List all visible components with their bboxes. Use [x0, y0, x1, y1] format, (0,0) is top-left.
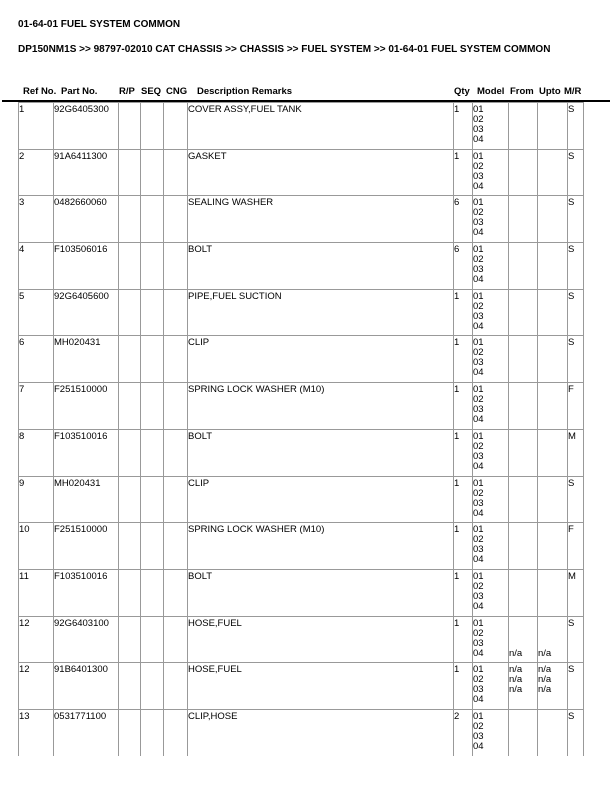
part-no-cell: F103506016	[54, 243, 119, 290]
qty-cell: 1	[454, 149, 473, 196]
cng-cell	[164, 196, 188, 243]
table-row	[19, 569, 584, 616]
column-header-part-no: Part No.	[61, 86, 98, 97]
column-header-qty: Qty	[454, 86, 470, 97]
upto-cell	[538, 149, 568, 196]
mr-cell: S	[568, 103, 584, 150]
table-row	[19, 383, 584, 430]
seq-cell	[141, 336, 164, 383]
rp-cell	[119, 616, 141, 663]
part-no-cell: 92G6405300	[54, 103, 119, 150]
breadcrumb: DP150NM1S >> 98797-02010 CAT CHASSIS >> CHASSIS >> FUEL SYSTEM >> 01-64-01 FUEL SYSTEM COMMON	[18, 44, 551, 55]
description-cell: BOLT	[188, 429, 454, 476]
rp-cell	[119, 383, 141, 430]
description-cell: BOLT	[188, 569, 454, 616]
mr-cell: F	[568, 523, 584, 570]
qty-cell: 1	[454, 103, 473, 150]
description-cell: HOSE,FUEL	[188, 616, 454, 663]
upto-cell	[538, 383, 568, 430]
column-header-seq: SEQ	[141, 86, 162, 97]
description-cell: CLIP	[188, 476, 454, 523]
upto-cell	[538, 243, 568, 290]
seq-cell	[141, 243, 164, 290]
qty-cell: 6	[454, 196, 473, 243]
rp-cell	[119, 289, 141, 336]
qty-cell: 1	[454, 429, 473, 476]
description-cell: SEALING WASHER	[188, 196, 454, 243]
model-cell: 01 02 03 04	[473, 523, 509, 570]
cng-cell	[164, 289, 188, 336]
model-cell: 01 02 03 04	[473, 289, 509, 336]
parts-table	[18, 102, 584, 756]
part-no-cell: 0531771100	[54, 709, 119, 756]
from-cell: n/a	[509, 616, 538, 663]
cng-cell	[164, 243, 188, 290]
page-title: 01-64-01 FUEL SYSTEM COMMON	[18, 19, 181, 30]
column-header-model: Model	[477, 86, 505, 97]
model-cell: 01 02 03 04	[473, 149, 509, 196]
upto-cell	[538, 103, 568, 150]
cng-cell	[164, 569, 188, 616]
description-cell: CLIP	[188, 336, 454, 383]
table-row	[19, 196, 584, 243]
cng-cell	[164, 429, 188, 476]
rp-cell	[119, 149, 141, 196]
upto-cell: n/a n/a n/a	[538, 663, 568, 710]
ref-no-cell: 7	[19, 383, 54, 430]
from-cell	[509, 243, 538, 290]
qty-cell: 1	[454, 663, 473, 710]
qty-cell: 1	[454, 569, 473, 616]
rp-cell	[119, 103, 141, 150]
mr-cell: S	[568, 476, 584, 523]
description-cell: HOSE,FUEL	[188, 663, 454, 710]
seq-cell	[141, 103, 164, 150]
qty-cell: 1	[454, 476, 473, 523]
mr-cell: S	[568, 149, 584, 196]
seq-cell	[141, 569, 164, 616]
table-row	[19, 429, 584, 476]
upto-cell	[538, 709, 568, 756]
ref-no-cell: 5	[19, 289, 54, 336]
ref-no-cell: 1	[19, 103, 54, 150]
seq-cell	[141, 663, 164, 710]
part-no-cell: F251510000	[54, 383, 119, 430]
from-cell	[509, 196, 538, 243]
model-cell: 01 02 03 04	[473, 569, 509, 616]
table-column-headers	[18, 86, 583, 97]
model-cell: 01 02 03 04	[473, 709, 509, 756]
part-no-cell: 91A6411300	[54, 149, 119, 196]
seq-cell	[141, 383, 164, 430]
seq-cell	[141, 196, 164, 243]
mr-cell: M	[568, 429, 584, 476]
ref-no-cell: 12	[19, 616, 54, 663]
mr-cell: S	[568, 616, 584, 663]
from-cell	[509, 103, 538, 150]
ref-no-cell: 13	[19, 709, 54, 756]
ref-no-cell: 9	[19, 476, 54, 523]
qty-cell: 1	[454, 523, 473, 570]
qty-cell: 1	[454, 336, 473, 383]
model-cell: 01 02 03 04	[473, 476, 509, 523]
seq-cell	[141, 616, 164, 663]
mr-cell: S	[568, 709, 584, 756]
table-row	[19, 709, 584, 756]
seq-cell	[141, 709, 164, 756]
table-row	[19, 523, 584, 570]
from-cell	[509, 149, 538, 196]
cng-cell	[164, 616, 188, 663]
description-cell: SPRING LOCK WASHER (M10)	[188, 383, 454, 430]
from-cell	[509, 476, 538, 523]
model-cell: 01 02 03 04	[473, 429, 509, 476]
model-cell: 01 02 03 04	[473, 383, 509, 430]
cng-cell	[164, 383, 188, 430]
upto-cell	[538, 289, 568, 336]
cng-cell	[164, 149, 188, 196]
qty-cell: 1	[454, 383, 473, 430]
seq-cell	[141, 289, 164, 336]
table-row	[19, 336, 584, 383]
rp-cell	[119, 709, 141, 756]
ref-no-cell: 4	[19, 243, 54, 290]
part-no-cell: F251510000	[54, 523, 119, 570]
mr-cell: S	[568, 289, 584, 336]
upto-cell	[538, 569, 568, 616]
seq-cell	[141, 429, 164, 476]
from-cell	[509, 569, 538, 616]
upto-cell	[538, 429, 568, 476]
description-cell: SPRING LOCK WASHER (M10)	[188, 523, 454, 570]
parts-table-body	[19, 103, 584, 757]
column-header-ref-no: Ref No.	[23, 86, 57, 97]
part-no-cell: MH020431	[54, 476, 119, 523]
upto-cell	[538, 196, 568, 243]
mr-cell: S	[568, 663, 584, 710]
cng-cell	[164, 709, 188, 756]
description-cell: PIPE,FUEL SUCTION	[188, 289, 454, 336]
model-cell: 01 02 03 04	[473, 336, 509, 383]
rp-cell	[119, 523, 141, 570]
cng-cell	[164, 336, 188, 383]
column-header-cng: CNG	[166, 86, 188, 97]
from-cell: n/a n/a n/a	[509, 663, 538, 710]
column-header-upto: Upto	[539, 86, 561, 97]
part-no-cell: 91B6401300	[54, 663, 119, 710]
description-cell: COVER ASSY,FUEL TANK	[188, 103, 454, 150]
mr-cell: M	[568, 569, 584, 616]
ref-no-cell: 2	[19, 149, 54, 196]
column-header-mr: M/R	[564, 86, 582, 97]
table-row	[19, 243, 584, 290]
mr-cell: F	[568, 383, 584, 430]
mr-cell: S	[568, 336, 584, 383]
rp-cell	[119, 196, 141, 243]
rp-cell	[119, 663, 141, 710]
qty-cell: 1	[454, 289, 473, 336]
model-cell: 01 02 03 04	[473, 103, 509, 150]
rp-cell	[119, 243, 141, 290]
part-no-cell: 92G6403100	[54, 616, 119, 663]
model-cell: 01 02 03 04	[473, 663, 509, 710]
part-no-cell: F103510016	[54, 429, 119, 476]
upto-cell: n/a	[538, 616, 568, 663]
table-row	[19, 616, 584, 663]
table-row	[19, 663, 584, 710]
from-cell	[509, 336, 538, 383]
qty-cell: 2	[454, 709, 473, 756]
ref-no-cell: 12	[19, 663, 54, 710]
model-cell: 01 02 03 04	[473, 196, 509, 243]
ref-no-cell: 8	[19, 429, 54, 476]
rp-cell	[119, 336, 141, 383]
ref-no-cell: 11	[19, 569, 54, 616]
from-cell	[509, 383, 538, 430]
from-cell	[509, 709, 538, 756]
seq-cell	[141, 476, 164, 523]
ref-no-cell: 6	[19, 336, 54, 383]
from-cell	[509, 523, 538, 570]
cng-cell	[164, 523, 188, 570]
ref-no-cell: 3	[19, 196, 54, 243]
model-cell: 01 02 03 04	[473, 243, 509, 290]
seq-cell	[141, 523, 164, 570]
mr-cell: S	[568, 196, 584, 243]
table-row	[19, 289, 584, 336]
table-row	[19, 476, 584, 523]
mr-cell: S	[568, 243, 584, 290]
column-header-from: From	[510, 86, 534, 97]
model-cell: 01 02 03 04	[473, 616, 509, 663]
qty-cell: 1	[454, 616, 473, 663]
cng-cell	[164, 103, 188, 150]
part-no-cell: MH020431	[54, 336, 119, 383]
upto-cell	[538, 476, 568, 523]
from-cell	[509, 429, 538, 476]
description-cell: BOLT	[188, 243, 454, 290]
table-row	[19, 103, 584, 150]
qty-cell: 6	[454, 243, 473, 290]
part-no-cell: 0482660060	[54, 196, 119, 243]
part-no-cell: 92G6405600	[54, 289, 119, 336]
column-header-rp: R/P	[119, 86, 135, 97]
cng-cell	[164, 663, 188, 710]
table-row	[19, 149, 584, 196]
rp-cell	[119, 569, 141, 616]
upto-cell	[538, 523, 568, 570]
rp-cell	[119, 429, 141, 476]
column-header-description: Description Remarks	[197, 86, 293, 97]
from-cell	[509, 289, 538, 336]
seq-cell	[141, 149, 164, 196]
upto-cell	[538, 336, 568, 383]
description-cell: GASKET	[188, 149, 454, 196]
part-no-cell: F103510016	[54, 569, 119, 616]
cng-cell	[164, 476, 188, 523]
ref-no-cell: 10	[19, 523, 54, 570]
description-cell: CLIP,HOSE	[188, 709, 454, 756]
rp-cell	[119, 476, 141, 523]
